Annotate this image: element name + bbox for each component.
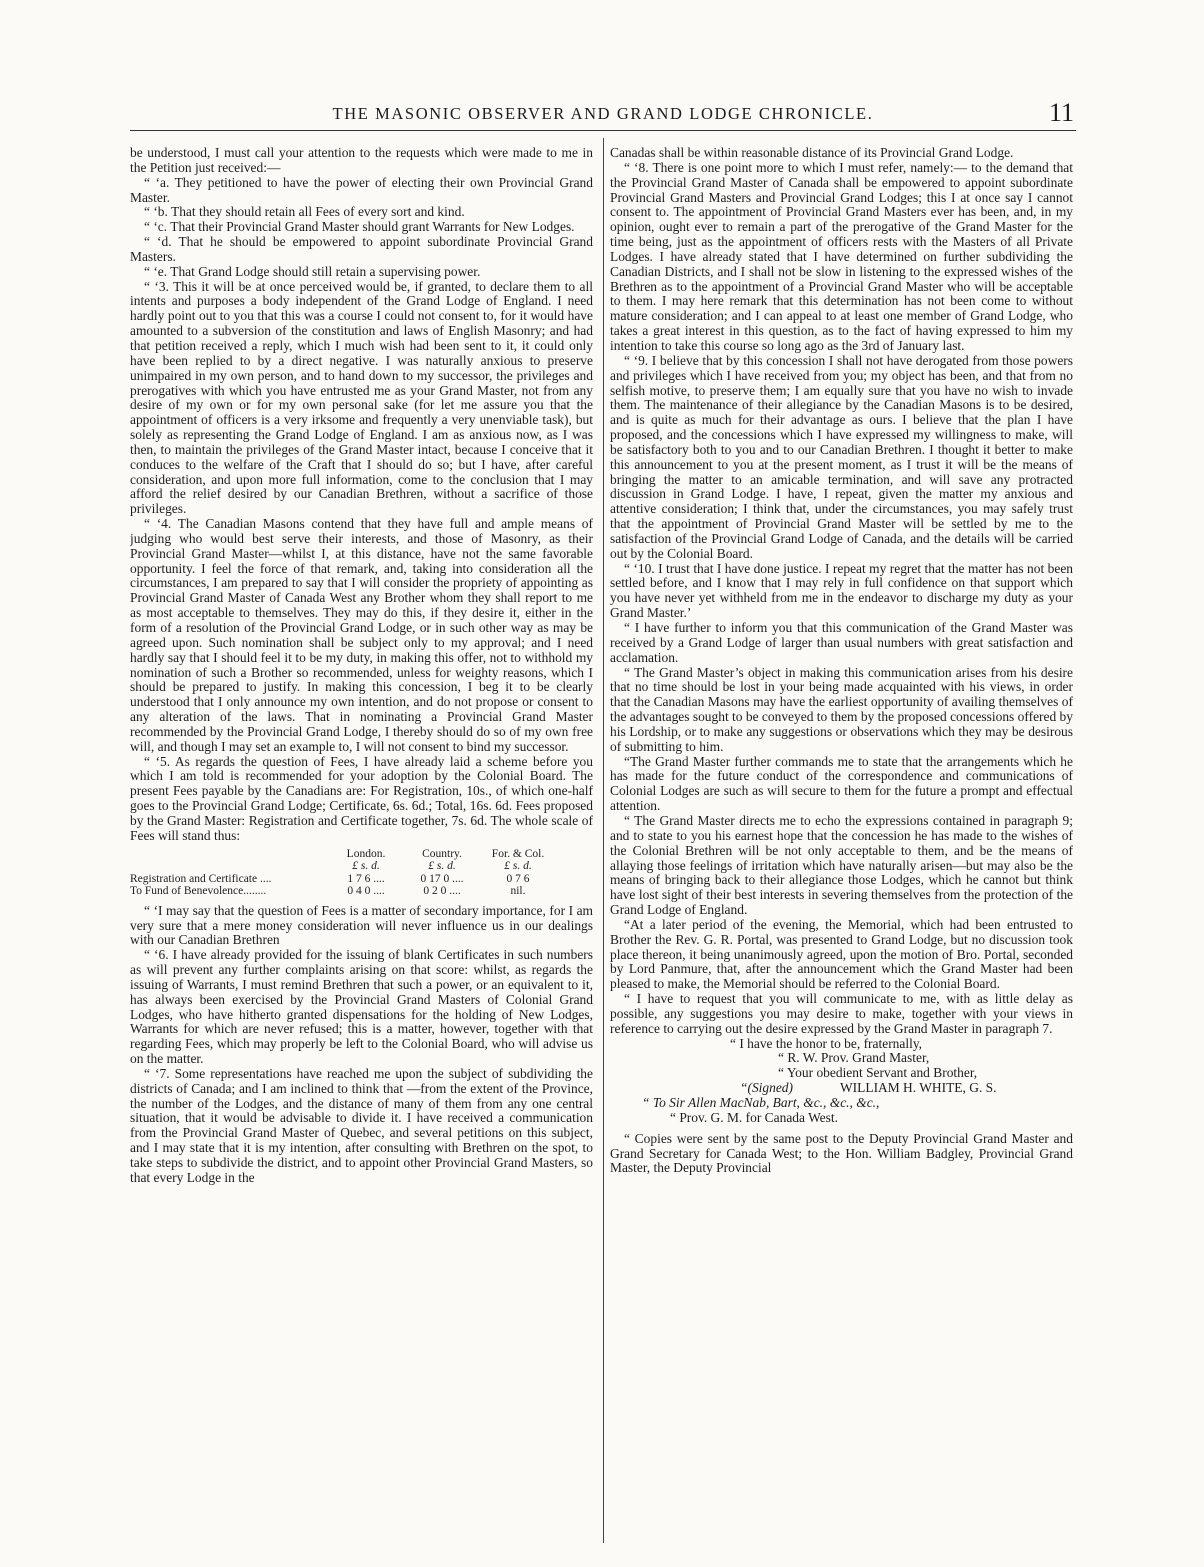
paragraph-8: “ ‘8. There is one point more to which I must refer, namely:— to the demand that the Provincial Grand Master of Canada shall be empowered to appoint subordinate Provincial Grand Masters and Provincial Grand Lodges; this I at once say I cannot consent to. The appointment of Provincial Grand Masters ever has been, and, in my opinion, ought ever to remain a part of the prerogative of the Grand Master for the time being, just as the appointment of officers rests with the Masters of all Private Lodges. I have already stated that I have determined on further subdividing the Canadian Districts, and I shall not be slow in listening to the expressed wishes of the Brethren as to the appointment of a Provincial Grand Master who will be acceptable to them. I may here remark that this determination has not been come to without mature consideration; and I can appeal to at least one member of Grand Lodge, who takes a great interest in this question, as to the fact of having expressed to him my intention to take this course so long ago as the 3rd of January last. [610,159,1073,353]
signature-line: “ I have the honor to be, fraternally, [730,1035,923,1051]
fees-unit: £ s. d. [504,860,532,873]
fees-row-label: Registration and Certificate .... [130,872,272,885]
paragraph: “ The Grand Master’s object in making this communication arises from his desire that no time should be lost in your being made acquainted with his views, in order that the Canadian Masons may have the earliest opportunity of availing themselves of the advantages sought to be conveyed to them by the proposed concessions offered by his Lordship, or to make any suggestions or observations which they may be desirous of submitting to him. [610,664,1073,754]
signature-block [610,1081,1073,1096]
fees-row-label: To Fund of Benevolence........ [130,885,267,898]
paragraph: “ The Grand Master directs me to echo the expressions contained in paragraph 9; and to state to you his earnest hope that the concession he has made to the wishes of the Colonial Brethren will be not only acceptable to them, and be the means of allaying those feelings of irritation which have naturally arisen—but may also be the means of bringing back to their allegiance those Lodges, which he cannot but think have lost sight of their best interests in severing themselves from the protection of the Grand Lodge of England. [610,812,1073,918]
paragraph: be understood, I must call your attention to the requests which were made to me in the Petition just received:— [130,146,593,175]
fees-col-london: London. [346,847,386,860]
paragraph-5b: “ ‘I may say that the question of Fees is a matter of secondary importance, for I am very sure that a mere money consideration will never influence us in our dealings with our Canadian Brethren [130,902,593,948]
signature-line: “ R. W. Prov. Grand Master, [778,1050,930,1066]
fees-cell: 0 17 0 .... [420,872,464,885]
fees-unit: £ s. d. [428,860,456,873]
running-header [130,100,1076,131]
page-number: 11 [1048,98,1074,127]
fees-row [130,873,593,886]
journal-title: THE MASONIC OBSERVER AND GRAND LODGE CHRONICLE. [332,104,874,123]
fees-row [130,885,593,898]
column-divider [603,138,604,1543]
paragraph: “ I have further to inform you that this communication of the Grand Master was received by a Grand Lodge of larger than usual numbers with great satisfaction and acclamation. [610,620,1073,665]
paragraph-9: “ ‘9. I believe that by this concession I shall not have derogated from those powers and privileges which I have received from you; my object has been, and that from no selfish motive, to preserve them; I am equally sure that you have no wish to invade them. The maintenance of their allegiance by the Canadian Masons is to be desired, and is quite as much for their advantage as ours. I believe that the plan I have proposed, and the concessions which I have expressed my willingness to make, will be satisfactory both to you and to our Canadian Brethren. I thought it better to make this announcement to you at the present moment, as I trust it will be the means of bringing the matter to an amicable termination, and will save any protracted discussion in Grand Lodge. I have, I repeat, given the matter my anxious and attentive consideration; I think that, under the circumstances, you may safely trust that the appointment of Provincial Grand Master will be settled by me to the satisfaction of the Provincial Grand Lodge of Canada, and the details will be carried out by the Colonial Board. [610,352,1073,561]
fees-cell: 0 7 6 [506,872,530,885]
fees-header-row [130,848,593,861]
addressee-line: “ To Sir Allen MacNab, Bart, &c., &c., &c., [642,1095,880,1110]
paragraph: “ I have to request that you will communicate to me, with as little delay as possible, any suggestions you may desire to make, together with your views in reference to carrying out the desire expressed by the Grand Master in paragraph 7. [610,991,1073,1036]
fees-units-row [130,860,593,873]
signature-line: “ Your obedient Servant and Brother, [778,1065,978,1081]
petition-item-b: “ ‘b. That they should retain all Fees of every sort and kind. [144,204,465,220]
paragraph: “The Grand Master further commands me to state that the arrangements which he has made for the future conduct of the correspondence and communications of Colonial Lodges are such as will secure to them for the future a prompt and effectual attention. [610,753,1073,814]
fees-cell: nil. [510,885,526,898]
petition-item-a: “ ‘a. They petitioned to have the power of electing their own Provincial Grand Master. [130,174,593,205]
signed-label: “(Signed) [740,1080,793,1096]
fees-unit: £ s. d. [352,860,380,873]
paragraph-3: “ ‘3. This it will be at once perceived would be, if granted, to declare them to all intents and purposes a body independent of the Grand Lodge of England. I need hardly point out to you that this was a course I could not consent to, for it would have amounted to a subversion of the constitution and laws of English Masonry; and had that petition received a reply, which I much wish had been sent to it, it could only have been replied to by a direct negative. I was naturally anxious to preserve unimpaired in my own person, and to hand down to my successor, the privileges and prerogatives with which you have entrusted me as your Grand Master, not from any desire of my own or for my own personal sake (for let me assure you that the appointment of officers is a very irksome and frequently a very unenviable task), but solely as representing the Grand Lodge of England. I am as anxious now, as I was then, to maintain the privileges of the Grand Master intact, because I conceive that it conduces to the welfare of the Craft that I should do so; but I have, after careful consideration, and upon more full information, come to the conclusion that I may afford the relief desired by our Canadian Brethren, without a sacrifice of those privileges. [130,278,593,517]
paragraph-10: “ ‘10. I trust that I have done justice. I repeat my regret that the matter has not been settled before, and I know that I may rely in full confidence on that support which you have never yet withheld from me in the endeavor to discharge my duty as your Grand Master.’ [610,560,1073,621]
fees-table [130,848,593,898]
petition-item-d: “ ‘d. That he should be empowered to appoint subordinate Provincial Grand Masters. [130,234,593,264]
addressee-line: “ Prov. G. M. for Canada West. [670,1109,838,1125]
fees-cell: 0 4 0 .... [347,885,385,898]
fees-cell: 0 2 0 .... [423,885,461,898]
fees-col-country: Country. [422,847,462,860]
paragraph: “ Copies were sent by the same post to the Deputy Provincial Grand Master and Grand Secretary for Canada West; to the Hon. William Badgley, Provincial Grand Master, the Deputy Provincial [610,1130,1073,1176]
paragraph-5: “ ‘5. As regards the question of Fees, I have already laid a scheme before you which I am told is recommended for your adoption by the Colonial Board. The present Fees payable by the Canadians are: For Registration, 10s., of which one-half goes to the Provincial Grand Lodge; Certificate, 6s. 6d.; Total, 16s. 6d. Fees proposed by the Grand Master: Registration and Certificate together, 7s. 6d. The whole scale of Fees will stand thus: [130,753,593,843]
petition-item-c: “ ‘c. That their Provincial Grand Master should grant Warrants for New Lodges. [144,219,575,235]
paragraph-6: “ ‘6. I have already provided for the issuing of blank Certificates in such numbers as will prevent any further complaints arising on that score: whilst, as regards the issuing of Warrants, I must remind Brethren that such a power, or an equivalent to it, has always been exercised by the Provincial Grand Masters of Colonial Grand Lodges, who have hitherto granted dispensations for the holding of New Lodges, Warrants for which are never refused; this is a matter, however, together with that regarding Fees, which may properly be left to the Colonial Board, who will advise us on the matter. [130,947,593,1067]
paragraph-4: “ ‘4. The Canadian Masons contend that they have full and ample means of judging who would best serve their interests, and those of Masonry, as their Provincial Grand Master—whilst I, at this distance, have not the same favorable opportunity. I feel the force of that remark, and, taking into consideration all the circumstances, I am prepared to say that I will consider the propriety of appointing as Provincial Grand Master of Canada West any Brother whom they shall report to me as most acceptable to themselves. They may do this, if they desire it, either in the form of a resolution of the Provincial Grand Lodge, or in such other way as may be agreed upon. Such nomination shall be subject only to my approval; and I need hardly say that I should feel it to be my duty, in making this offer, not to withhold my nomination of such a Brother so recommended, unless for weighty reasons, which I should be prepared to justify. In making this concession, I beg it to be clearly understood that I only announce my own intention, and do not propose or consent to any alteration of the laws. That in nominating a Provincial Grand Master recommended by the Provincial Grand Lodge, I thereby should do so of my own free will, and though I may set an example to, I will not consent to bind my successor. [130,516,593,754]
fees-cell: 1 7 6 .... [347,872,385,885]
left-column [130,146,593,1541]
paragraph-7: “ ‘7. Some representations have reached me upon the subject of subdividing the districts of Canada; and I am inclined to think that —from the extent of the Province, the number of the Lodges, and the distance of many of them from any one central situation, that it would be advisable to divide it. I have received a communication from the Provincial Grand Master of Quebec, and several petitions on this subject, and I may state that it is my intention, after consulting with Brethren on the spot, to take steps to subdivide the district, and to appoint other Provincial Grand Masters, so that every Lodge in the [130,1065,593,1185]
petition-item-e: “ ‘e. That Grand Lodge should still retain a supervising power. [144,263,481,279]
paragraph: Canadas shall be within reasonable distance of its Provincial Grand Lodge. [610,146,1014,160]
fees-col-foreign: For. & Col. [491,847,545,860]
signatory-name: WILLIAM H. WHITE, G. S. [840,1080,997,1096]
right-column [610,146,1073,1541]
paragraph: “At a later period of the evening, the Memorial, which had been entrusted to Brother the Rev. G. R. Portal, was presented to Grand Lodge, but no discussion took place thereon, it being unanimously agreed, upon the motion of Bro. Portal, seconded by Lord Panmure, that, after the announcement which the Grand Master had been pleased to make, the Memorial should be referred to the Colonial Board. [610,916,1073,992]
